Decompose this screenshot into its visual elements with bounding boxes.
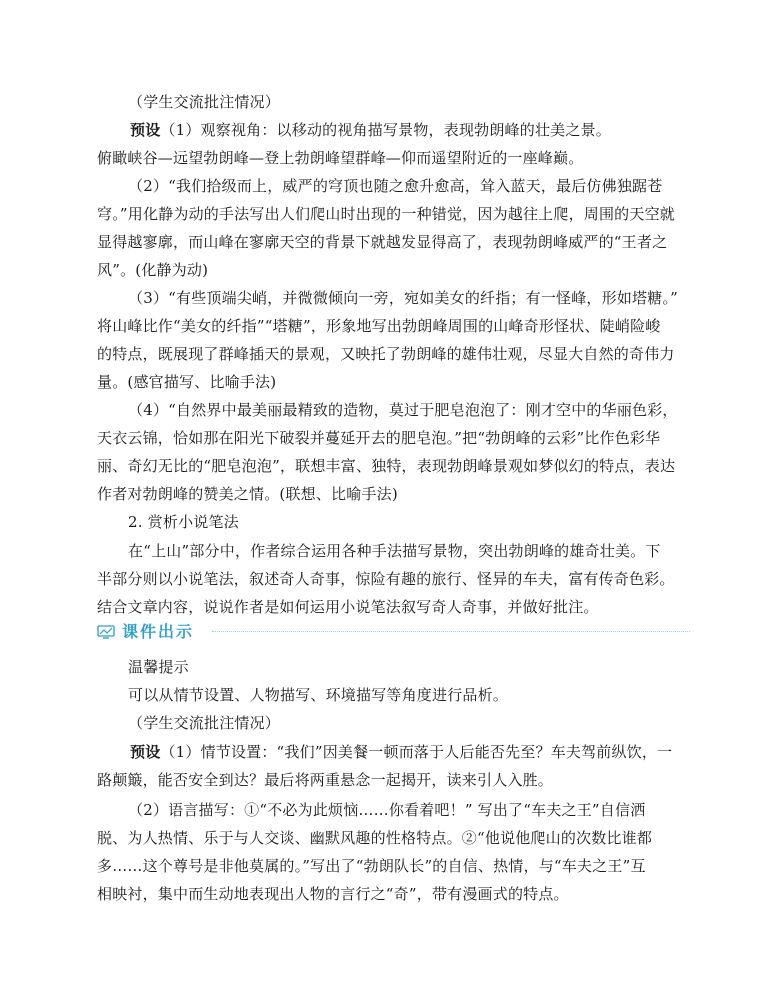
text-line [0,400,770,420]
text-segment: （3）“有些顶端尖峭，并微微倾向一旁，宛如美女的纤指；有一怪峰，形如塔糖。” [128,289,678,307]
text-segment: 脱、为人热情、乐于与人交谈、幽默风趣的性格特点。②“他说他爬山的次数比谁都 [97,829,653,847]
text-segment: 将山峰比作“美女的纤指”“塔糖”，形象地写出勃朗峰周围的山峰奇形怪状、陡峭险峻 [97,317,661,335]
text-line [0,569,770,589]
text-line [0,204,770,224]
bold-label: 预设 [130,743,161,761]
text-segment: 可以从情节设置、人物描写、环境描写等角度进行品析。 [128,686,509,704]
text-line [0,597,770,617]
text-line [0,260,770,280]
text-line [0,120,770,140]
text-segment: 路颠簸，能否安全到达？最后将两重悬念一起揭开，读来引人入胜。 [97,771,554,789]
text-segment: 量。(感官描写、比喻手法) [97,373,277,391]
text-line [0,770,770,790]
text-line [0,428,770,448]
text-line [0,541,770,561]
text-segment: （2）语言描写：①“不必为此烦恼……你看着吧！” 写出了“车夫之王”自信洒 [128,801,646,819]
text-segment: 天衣云锦，恰如那在阳光下破裂并蔓延开去的肥皂泡。”把“勃朗峰的云彩”比作色彩华 [97,429,661,447]
text-segment: 作者对勃朗峰的赞美之情。(联想、比喻手法) [97,485,398,503]
text-line [0,372,770,392]
text-segment: 结合文章内容，说说作者是如何运用小说笔法叙写奇人奇事，并做好批注。 [97,598,599,616]
text-line [0,148,770,168]
text-line [0,92,770,112]
text-segment: （1）情节设置：“我们”因美餐一顿而落于人后能否先至？车夫驾前纵饮，一 [160,743,673,761]
text-segment: 相映衬，集中而生动地表现出人物的言行之“奇”，带有漫画式的特点。 [97,885,569,903]
text-line [0,456,770,476]
bold-label: 预设 [130,121,161,139]
text-line [0,742,770,762]
text-segment: （4）“自然界中最美丽最精致的造物，莫过于肥皂泡泡了：刚才空中的华丽色彩， [128,401,678,419]
section-divider [212,631,690,632]
text-segment: （1）观察视角：以移动的视角描写景物，表现勃朗峰的壮美之景。 [160,121,611,139]
section-title: 课件出示 [122,622,195,641]
text-line [0,800,770,820]
text-segment: 俯瞰峡谷—远望勃朗峰—登上勃朗峰望群峰—仰而遥望附近的一座峰巅。 [97,149,584,167]
text-line [0,344,770,364]
text-segment: （学生交流批注情况） [128,714,281,732]
text-segment: 在“上山”部分中，作者综合运用各种手法描写景物，突出勃朗峰的雄奇壮美。下 [128,542,661,560]
text-segment: 多……这个尊号是非他莫属的。”写出了“勃朗队长”的自信、热情，与“车夫之王”互 [97,857,646,875]
text-line [0,884,770,904]
text-line [0,856,770,876]
text-line [0,512,770,532]
text-segment: 风”。(化静为动) [97,261,209,279]
text-segment: 2. 赏析小说笔法 [128,513,239,531]
text-line [0,828,770,848]
text-line [0,232,770,252]
text-segment: 穹。”用化静为动的手法写出人们爬山时出现的一种错觉，因为越往上爬，周围的天空就 [97,205,675,223]
text-segment: 丽、奇幻无比的“肥皂泡泡”，联想丰富、独特，表现勃朗峰景观如梦似幻的特点，表达 [97,457,676,475]
text-segment: 温馨提示 [128,658,189,676]
text-line [0,713,770,733]
text-segment: 的特点，既展现了群峰插天的景观，又映托了勃朗峰的雄伟壮观，尽显大自然的奇伟力 [97,345,675,363]
text-segment: （2）“我们拾级而上，威严的穹顶也随之愈升愈高，耸入蓝天，最后仿佛独踞苍 [128,177,663,195]
text-line [0,176,770,196]
text-segment: 显得越寥廓，而山峰在寥廓天空的背景下就越发显得高了，表现勃朗峰威严的“王者之 [97,233,668,251]
courseware-icon [97,625,115,639]
text-line [0,484,770,504]
text-line [0,657,770,677]
text-segment: 半部分则以小说笔法，叙述奇人奇事，惊险有趣的旅行、怪异的车夫，富有传奇色彩。 [97,570,675,588]
text-line [0,288,770,308]
text-line [0,316,770,336]
text-line [0,685,770,705]
text-segment: （学生交流批注情况） [128,93,281,111]
